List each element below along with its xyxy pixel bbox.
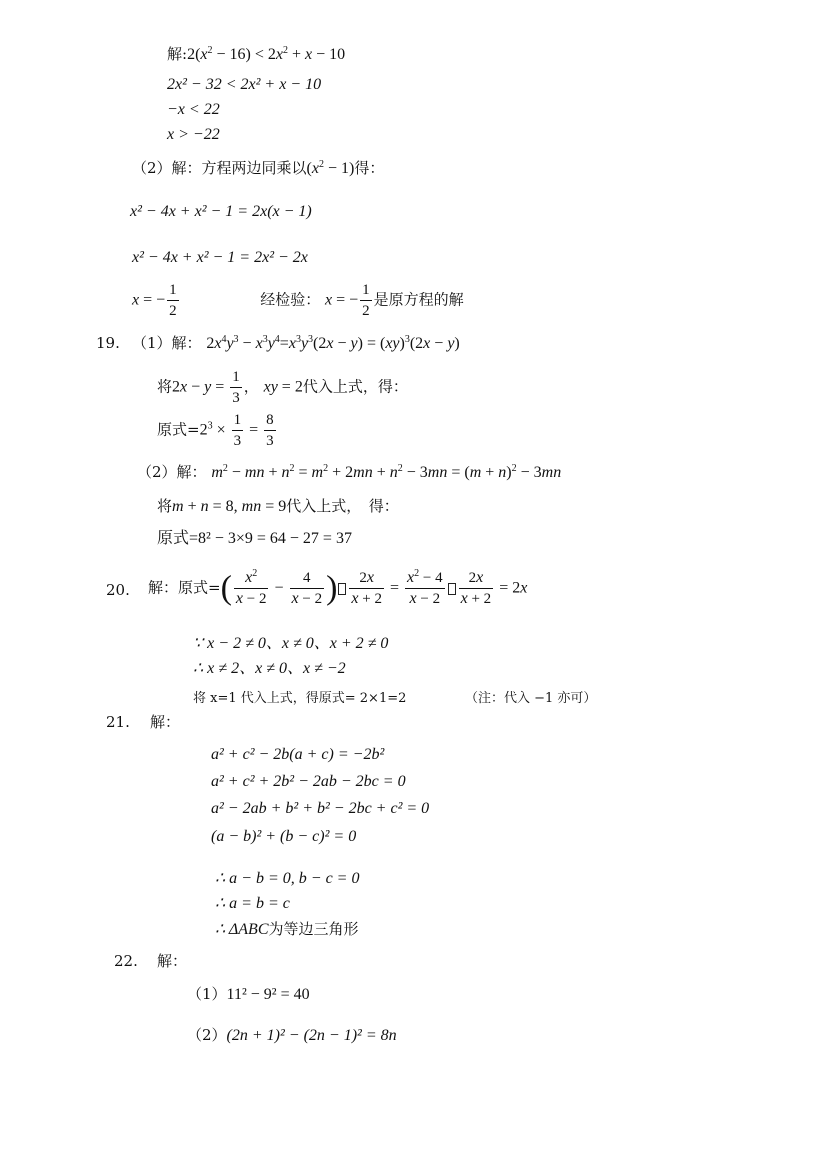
q18-check-label: 经检验：	[260, 290, 321, 309]
q19-substitution-line: 将2x − y = $\frac{1}{3}$ ， xy = 2代入上式，得：	[157, 369, 408, 406]
q19-result-line: 原式$=2^3$ × $\frac{1}{3}$ = $\frac{8}{3}$	[157, 412, 274, 449]
q18-line-4: x > −22	[167, 126, 220, 143]
q22-part1-line: （1）11² − 9² = 40	[187, 985, 310, 1003]
q21-line-1: a² + c² − 2b(a + c) = −2b²	[211, 746, 385, 763]
q21-number: 21.	[106, 713, 130, 731]
q18-line-2: 2x² − 32 < 2x² + x − 10	[167, 76, 322, 93]
q18-equation-1: x² − 4x + x² − 1 = 2x(x − 1)	[130, 203, 312, 220]
q22-number: 22.	[114, 952, 138, 970]
q18-line-1: 解$:2(x^2 - 16) < 2x^2 + x - 10$	[167, 45, 346, 63]
q20-expression: 解：原式=( $\frac{x^2}{x - 2}$ − $\frac{4}{x - 2}$ ) $\frac{2x}{x + 2}$ = $\frac{x^2 - 4}{x - 2}$ $\frac{2x}{x + 2}$ = 2x	[148, 568, 528, 607]
division-box-icon	[338, 583, 346, 595]
q21-line-4: (a − b)² + (b − c)² = 0	[211, 828, 357, 845]
q21-conclusion-2: ∴ a = b = c	[215, 895, 290, 912]
q21-conclusion-3: ∴ ΔABC为等边三角形	[215, 920, 359, 938]
q20-number: 20.	[106, 581, 130, 599]
q18-line-3: −x < 22	[167, 101, 220, 118]
q19-number: 19.	[96, 334, 120, 352]
q18-solution-label: 解:	[167, 45, 188, 63]
q21-line-3: a² − 2ab + b² + b² − 2bc + c² = 0	[211, 800, 430, 817]
q19-result2-line: 原式=8² − 3×9 = 64 − 27 = 37	[157, 530, 352, 547]
q21-line-2: a² + c² + 2b² − 2ab − 2bc = 0	[211, 773, 406, 790]
q20-note: （注：代入 −1 亦可）	[465, 691, 597, 706]
q18-answer-line: x = − $\frac{1}{2}$ 经检验： x = − $\frac{1}{2}$ 是原方程的解	[132, 282, 464, 319]
q19-substitution2-line: 将m + n = 8, mn = 9代入上式， 得：	[157, 497, 399, 515]
q22-solution-label: 解：	[157, 952, 188, 970]
q18-equation-2: x² − 4x + x² − 1 = 2x² − 2x	[132, 249, 308, 266]
q20-substitution-line: 将 x=1 代入上式，得原式= 2×1=2	[193, 691, 407, 706]
q21-solution-label: 解：	[150, 713, 181, 731]
q19-part1-line: （1）解： $2x^4y^3 - x^3y^4=x^3y^3(2x - y) = (xy)^3(2x - y)$	[132, 334, 460, 352]
q20-therefore-line: ∴ x ≠ 2、x ≠ 0、x ≠ −2	[193, 660, 346, 677]
q18-answer-fraction: $\frac{1}{2}$	[169, 282, 177, 319]
q21-conclusion-1: ∴ a − b = 0, b − c = 0	[215, 870, 360, 887]
q22-part2-line: （2）(2n + 1)² − (2n − 1)² = 8n	[187, 1026, 397, 1044]
q20-since-line: ∵ x − 2 ≠ 0、x ≠ 0、x + 2 ≠ 0	[193, 635, 389, 652]
q18-part2-heading: （2）解：方程两边同乘以$(x^2 - 1)$得：	[132, 159, 385, 177]
q19-part2-line: （2）解： $m^2$ − mn + $n^2 = m^2 + 2mn + n^2 - 3mn = (m + n)^2 - 3mn$	[137, 463, 562, 481]
division-box-icon	[448, 583, 456, 595]
